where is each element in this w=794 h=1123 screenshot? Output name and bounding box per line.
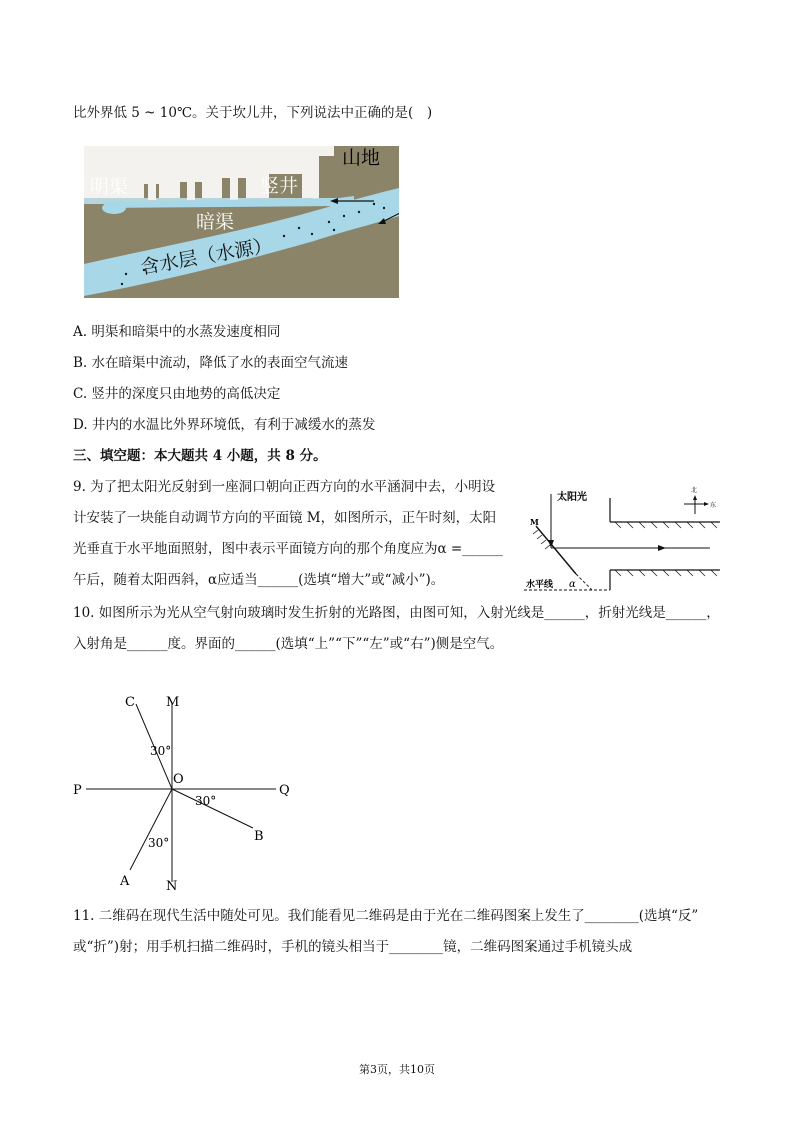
- q8-option-c: C. 竖井的深度只由地势的高低决定: [73, 386, 281, 402]
- compass-north-arrowhead: [693, 495, 697, 500]
- karez-outlet: [102, 202, 126, 214]
- q9-line-4: 午后，随着太阳西斜，α应适当______(选填“增大”或“减小”)。: [73, 572, 445, 588]
- karez-shaft-1: [148, 184, 156, 200]
- label-q: Q: [279, 783, 290, 798]
- karez-label-mountain: 山地: [342, 147, 381, 169]
- karez-label-hidden-channel: 暗渠: [196, 211, 235, 233]
- karez-label-aquifer: 含水层（水源）: [139, 234, 274, 279]
- label-b: B: [254, 829, 264, 844]
- label-n: N: [166, 879, 178, 890]
- mirror-label: M: [530, 517, 539, 527]
- q8-option-d: D. 井内的水温比外界环境低，有利于减缓水的蒸发: [73, 417, 376, 433]
- q9-line-2: 计安装了一块能自动调节方向的平面镜 M，如图所示，正午时刻，太阳: [73, 510, 497, 526]
- q8-option-a: A. 明渠和暗渠中的水蒸发速度相同: [73, 324, 281, 340]
- q8-stem-tail: 比外界低 5 ~ 10℃。关于坎儿井，下列说法中正确的是( ): [73, 105, 433, 121]
- karez-shaft-4: [312, 154, 319, 200]
- sunlight-label: 太阳光: [557, 492, 587, 503]
- mirror-extension: [576, 574, 592, 590]
- angle-label-right: 30°: [195, 794, 217, 808]
- refraction-figure: [70, 690, 300, 890]
- karez-shaft-3: [230, 178, 238, 200]
- compass-north-label: 北: [691, 487, 698, 494]
- q9-line-1: 9. 为了把太阳光反射到一座洞口朝向正西方向的水平涵洞中去，小明设: [73, 479, 496, 495]
- q11-line-1: 11. 二维码在现代生活中随处可见。我们能看见二维码是由于光在二维码图案上发生了________(选填“反”: [73, 908, 699, 924]
- label-o: O: [173, 772, 184, 787]
- mirror-figure: [520, 478, 732, 602]
- mirror-surface: [536, 526, 576, 574]
- page-footer: 第3页，共10页: [359, 1063, 435, 1076]
- label-a: A: [120, 874, 130, 889]
- karez-label-open-channel: 明渠: [90, 176, 129, 198]
- compass-east-arrowhead: [704, 502, 709, 506]
- q11-line-2: 或“折”)射；用手机扫描二维码时，手机的镜头相当于________镜，二维码图案通过手机镜头成: [73, 939, 633, 955]
- ray-oa: [130, 789, 172, 870]
- q8-option-b: B. 水在暗渠中流动，降低了水的表面空气流速: [73, 355, 349, 371]
- q10-line-2: 入射角是______度。界面的______(选填“上”“下”“左”或“右”)侧是空气。: [73, 636, 504, 652]
- tunnel-upper-hatch: [615, 522, 717, 528]
- section-heading: 三、填空题：本大题共 4 小题，共 8 分。: [73, 448, 327, 464]
- angle-label-bottom: 30°: [148, 836, 170, 850]
- label-p: P: [73, 783, 82, 798]
- compass-east-label: 东: [710, 502, 717, 509]
- karez-label-shaft: 竖井: [260, 175, 299, 197]
- tunnel-lower-hatch: [615, 570, 717, 576]
- label-c: C: [125, 695, 135, 710]
- label-m: M: [166, 695, 180, 710]
- horizontal-label: 水平线: [526, 580, 554, 590]
- reflected-arrowhead: [658, 545, 666, 551]
- alpha-label: α: [569, 579, 576, 590]
- q10-line-1: 10. 如图所示为光从空气射向玻璃时发生折射的光路图，由图可知，入射光线是______，折射光线是______，: [73, 605, 720, 621]
- karez-shaft-2: [187, 182, 195, 200]
- karez-figure: [84, 146, 399, 298]
- angle-label-top: 30°: [150, 744, 172, 758]
- q9-line-3: 光垂直于水平地面照射，图中表示平面镜方向的那个角度应为α =______: [73, 541, 503, 557]
